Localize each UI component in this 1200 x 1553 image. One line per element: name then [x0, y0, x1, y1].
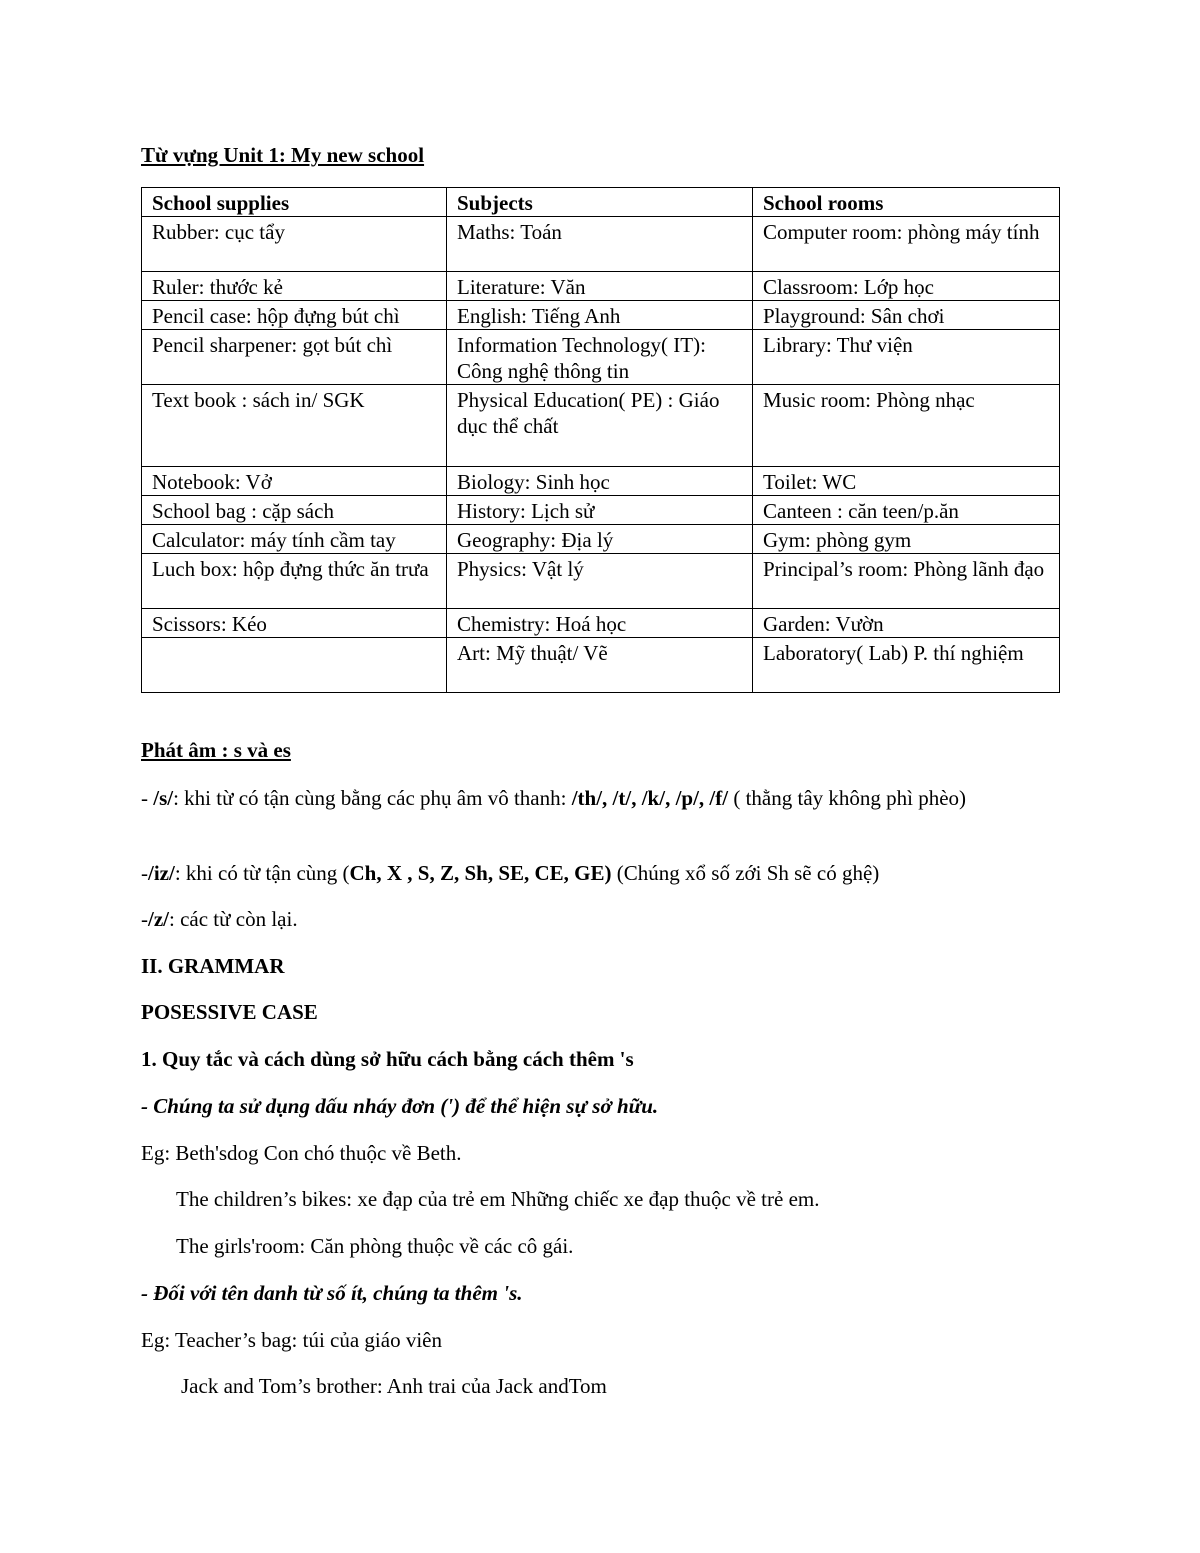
table-cell: Geography: Địa lý: [447, 525, 753, 554]
s-rule-text: : khi từ có tận cùng bằng các phụ âm vô thanh:: [173, 786, 572, 810]
page-title: Từ vựng Unit 1: My new school: [141, 143, 425, 167]
table-cell: Literature: Văn: [447, 272, 753, 301]
table-cell: Notebook: Vở: [142, 467, 447, 496]
z-rule-prefix: -: [141, 907, 148, 931]
table-row: [142, 525, 1060, 554]
table-cell: Chemistry: Hoá học: [447, 609, 753, 638]
table-header-row: [142, 188, 1060, 217]
column-header: School rooms: [753, 188, 1060, 217]
vocabulary-table: [141, 187, 1060, 693]
column-header: Subjects: [447, 188, 753, 217]
s-sound: /s/: [153, 786, 174, 810]
pronunciation-heading: Phát âm : s và es: [141, 738, 291, 762]
table-cell: Toilet: WC: [753, 467, 1060, 496]
table-cell: Text book : sách in/ SGK: [142, 385, 447, 467]
rule-2-point: - Đối với tên danh từ số ít, chúng ta thêm 's.: [141, 1281, 523, 1305]
table-cell: Garden: Vườn: [753, 609, 1060, 638]
table-row: [142, 467, 1060, 496]
table-row: [142, 272, 1060, 301]
table-cell: Pencil sharpener: gọt bút chì: [142, 330, 447, 385]
table-cell: Luch box: hộp đựng thức ăn trưa: [142, 554, 447, 609]
table-cell: Ruler: thước kẻ: [142, 272, 447, 301]
table-cell: Calculator: máy tính cầm tay: [142, 525, 447, 554]
example-line: Eg: Beth'sdog Con chó thuộc về Beth.: [141, 1141, 462, 1165]
table-row: [142, 330, 1060, 385]
table-cell: Gym: phòng gym: [753, 525, 1060, 554]
table-row: [142, 217, 1060, 272]
table-cell: Canteen : căn teen/p.ăn: [753, 496, 1060, 525]
s-rule-paragraph: [141, 783, 1021, 814]
grammar-topic-heading: POSESSIVE CASE: [141, 1000, 318, 1024]
iz-rule-prefix: -: [141, 861, 148, 885]
table-cell: Maths: Toán: [447, 217, 753, 272]
table-cell: Physical Education( PE) : Giáo dục thể chất: [447, 385, 753, 467]
example-line: Jack and Tom’s brother: Anh trai của Jack andTom: [181, 1374, 607, 1398]
iz-rule-paragraph: [141, 861, 879, 886]
table-cell: English: Tiếng Anh: [447, 301, 753, 330]
table-row: [142, 385, 1060, 467]
table-cell: Classroom: Lớp học: [753, 272, 1060, 301]
example-line: Eg: Teacher’s bag: túi của giáo viên: [141, 1328, 442, 1352]
s-rule-mnemonic: ( thằng tây không phì phèo): [728, 786, 967, 810]
table-cell: Laboratory( Lab) P. thí nghiệm: [753, 638, 1060, 693]
table-cell: Information Technology( IT): Công nghệ thông tin: [447, 330, 753, 385]
table-cell: History: Lịch sử: [447, 496, 753, 525]
table-row: [142, 554, 1060, 609]
iz-rule-mnemonic: (Chúng xổ số zới Sh sẽ có ghệ): [611, 861, 880, 885]
table-cell: School bag : cặp sách: [142, 496, 447, 525]
grammar-section-heading: II. GRAMMAR: [141, 954, 285, 978]
table-cell: Music room: Phòng nhạc: [753, 385, 1060, 467]
iz-endings: Ch, X , S, Z, Sh, SE, CE, GE): [349, 861, 612, 885]
table-cell: Rubber: cục tẩy: [142, 217, 447, 272]
table-cell: Biology: Sinh học: [447, 467, 753, 496]
table-cell: [142, 638, 447, 693]
z-rule-text: : các từ còn lại.: [169, 907, 298, 931]
example-line: The children’s bikes: xe đạp của trẻ em Những chiếc xe đạp thuộc về trẻ em.: [176, 1187, 820, 1211]
table-cell: Principal’s room: Phòng lãnh đạo: [753, 554, 1060, 609]
rule-1-title: 1. Quy tắc và cách dùng sở hữu cách bằng cách thêm 's: [141, 1047, 634, 1071]
table-row: [142, 609, 1060, 638]
table-row: [142, 301, 1060, 330]
example-line: The girls'room: Căn phòng thuộc về các cô gái.: [176, 1234, 574, 1258]
column-header: School supplies: [142, 188, 447, 217]
iz-rule-text: : khi có từ tận cùng (: [174, 861, 350, 885]
z-sound: /z/: [148, 907, 169, 931]
table-cell: Pencil case: hộp đựng bút chì: [142, 301, 447, 330]
table-cell: Physics: Vật lý: [447, 554, 753, 609]
table-row: [142, 496, 1060, 525]
table-cell: Playground: Sân chơi: [753, 301, 1060, 330]
z-rule-paragraph: [141, 907, 298, 932]
table-cell: Computer room: phòng máy tính: [753, 217, 1060, 272]
rule-1-point: - Chúng ta sử dụng dấu nháy đơn (') để thể hiện sự sở hữu.: [141, 1094, 659, 1118]
table-cell: Scissors: Kéo: [142, 609, 447, 638]
table-row: [142, 638, 1060, 693]
table-cell: Art: Mỹ thuật/ Vẽ: [447, 638, 753, 693]
s-rule-prefix: -: [141, 786, 154, 810]
table-cell: Library: Thư viện: [753, 330, 1060, 385]
voiceless-sounds: /th/, /t/, /k/, /p/, /f/: [571, 786, 729, 810]
iz-sound: /iz/: [148, 861, 175, 885]
